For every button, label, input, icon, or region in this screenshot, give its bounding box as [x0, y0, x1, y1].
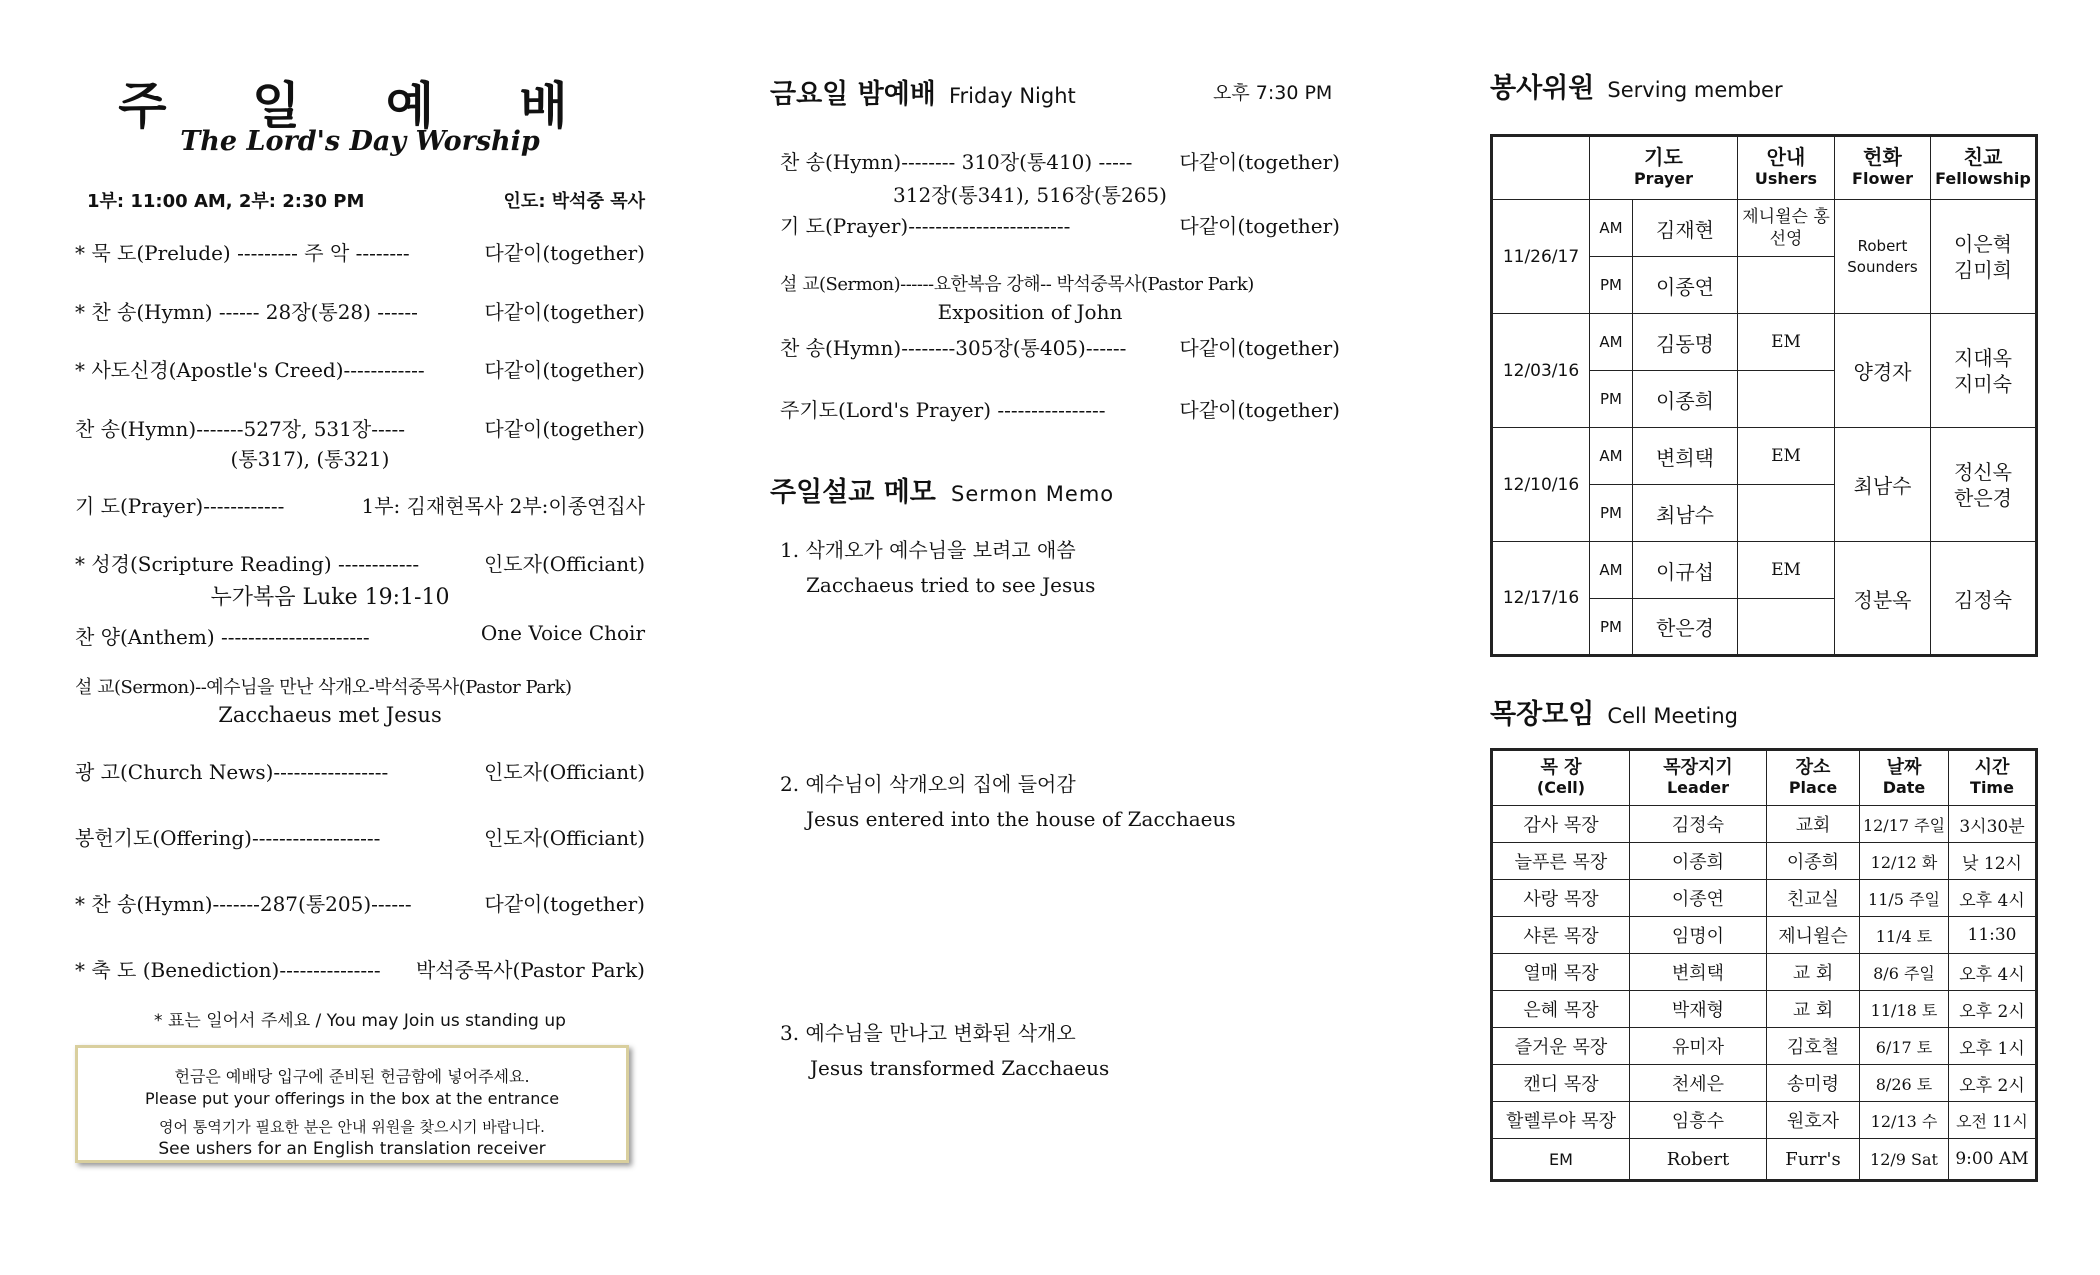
- order-item-news: [75, 756, 645, 785]
- order-item-officiant: 다같이(together): [484, 241, 645, 265]
- header-en: Leader: [1666, 778, 1730, 797]
- order-item-text: 312장(통341), 516장(통265): [893, 183, 1167, 207]
- memo-point-en: Jesus entered into the house of Zacchaeus: [806, 807, 1236, 831]
- service-leader: 인도: 박석중 목사: [503, 191, 645, 212]
- scripture-reference: [45, 580, 615, 611]
- memo-title-en: Sermon Memo: [951, 482, 1115, 506]
- pm-label: PM: [1590, 257, 1633, 314]
- order-item-text: Exposition of John: [937, 300, 1123, 324]
- memo-point-ko: 2. 예수님이 삭개오의 집에 들어감: [780, 772, 1076, 796]
- friday-item-hymn-alt: [750, 179, 1310, 208]
- order-item-officiant: One Voice Choir: [480, 621, 645, 645]
- order-item-text: * 성경(Scripture Reading) ------------: [75, 552, 420, 576]
- order-item-officiant: 인도자(Officiant): [483, 552, 645, 576]
- cell-date: 12/13 수: [1860, 1102, 1949, 1139]
- pm-label: PM: [1590, 599, 1633, 656]
- am-label: AM: [1590, 200, 1633, 257]
- usher-cell: [1738, 371, 1835, 428]
- flower-cell: Robert Sounders: [1835, 200, 1931, 314]
- table-row: [1492, 806, 2037, 843]
- table-row: [1492, 542, 2037, 599]
- cell-name: 열매 목장: [1492, 954, 1630, 991]
- memo-point-1: [780, 534, 1095, 597]
- order-item-officiant: 다같이(together): [1179, 150, 1340, 174]
- cell-place: 송미령: [1767, 1065, 1860, 1102]
- am-label: AM: [1590, 542, 1633, 599]
- header-leader: [1630, 750, 1767, 806]
- cell-title-en: Cell Meeting: [1607, 704, 1739, 728]
- header-ko: 목 장: [1540, 757, 1582, 778]
- flower-cell: 최남수: [1835, 428, 1931, 542]
- fellowship-cell: 이은혁 김미희: [1931, 200, 2037, 314]
- order-item-anthem: [75, 621, 645, 650]
- table-row: [1492, 314, 2037, 371]
- cell-time: 11:30: [1949, 917, 2037, 954]
- cell-header: [1490, 692, 1738, 731]
- cell-place: 교회: [1767, 806, 1860, 843]
- cell-leader: 임명이: [1630, 917, 1767, 954]
- header-en: Date: [1882, 778, 1926, 797]
- cell-name: 캔디 목장: [1492, 1065, 1630, 1102]
- prayer-cell: 이종연: [1633, 257, 1738, 314]
- order-item-officiant: 다같이(together): [484, 417, 645, 441]
- order-item-text: * 사도신경(Apostle's Creed)------------: [75, 358, 425, 382]
- header-prayer: [1590, 136, 1738, 200]
- cell-name: EM: [1492, 1139, 1630, 1181]
- friday-item-prayer: [780, 210, 1340, 239]
- usher-cell: [1738, 599, 1835, 656]
- header-en: Prayer: [1633, 169, 1694, 188]
- table-row: [1492, 1139, 2037, 1181]
- cell-date: 8/26 토: [1860, 1065, 1949, 1102]
- cell-place: 친교실: [1767, 880, 1860, 917]
- order-item-creed: [75, 354, 645, 383]
- table-row: [1492, 1028, 2037, 1065]
- friday-item-hymn-2: [780, 332, 1340, 361]
- header-fellowship: [1931, 136, 2037, 200]
- cell-header-row: [1492, 750, 2037, 806]
- am-label: AM: [1590, 428, 1633, 485]
- usher-cell: EM: [1738, 314, 1835, 371]
- prayer-cell: 변희택: [1633, 428, 1738, 485]
- offering-notice-en: Please put your offerings in the box at the entrance: [144, 1089, 560, 1108]
- translation-notice-en: See ushers for an English translation receiver: [158, 1139, 546, 1159]
- order-item-text: 기 도(Prayer)------------------------: [780, 214, 1071, 238]
- service-times: 1부: 11:00 AM, 2부: 2:30 PM: [87, 191, 365, 212]
- week-date: 11/26/17: [1492, 200, 1590, 314]
- table-row: [1492, 1065, 2037, 1102]
- cell-name: 사랑 목장: [1492, 880, 1630, 917]
- header-ko: 시간: [1974, 757, 2010, 778]
- fellowship-cell: 김정숙: [1931, 542, 2037, 656]
- prayer-cell: 이종희: [1633, 371, 1738, 428]
- cell-place: 교 회: [1767, 991, 1860, 1028]
- empty-header-cell: [1492, 136, 1590, 200]
- am-label: AM: [1590, 314, 1633, 371]
- worship-title: 주 일 예 배: [118, 77, 602, 135]
- header-en: Time: [1970, 778, 2014, 797]
- order-item-text: * 축 도 (Benediction)---------------: [75, 958, 381, 982]
- memo-point-3: [780, 1017, 1109, 1080]
- cell-leader: 이종희: [1630, 843, 1767, 880]
- memo-point-2: [780, 768, 1236, 831]
- order-item-text: 봉헌기도(Offering)-------------------: [75, 826, 381, 850]
- worship-subtitle: The Lord's Day Worship: [180, 126, 540, 157]
- friday-title-ko: 금요일 밤예배: [770, 79, 936, 110]
- prayer-cell: 최남수: [1633, 485, 1738, 542]
- order-item-text: * 묵 도(Prelude) --------- 주 악 --------: [75, 241, 410, 265]
- cell-time: 오후 2시: [1949, 991, 2037, 1028]
- cell-time: 오전 11시: [1949, 1102, 2037, 1139]
- cell-name: 샤론 목장: [1492, 917, 1630, 954]
- fellowship-cell: 지대옥 지미숙: [1931, 314, 2037, 428]
- header-ko: 장소: [1795, 757, 1831, 778]
- table-row: [1492, 991, 2037, 1028]
- cell-leader: 변희택: [1630, 954, 1767, 991]
- table-row: [1492, 428, 2037, 485]
- cell-name: 할렐루야 목장: [1492, 1102, 1630, 1139]
- header-ko: 날짜: [1886, 757, 1922, 778]
- order-item-scripture: [75, 548, 645, 577]
- order-item-prayer: [75, 490, 645, 519]
- header-en: Fellowship: [1935, 169, 2031, 188]
- memo-point-en: Zacchaeus tried to see Jesus: [806, 573, 1096, 597]
- order-item-officiant: 다같이(together): [484, 300, 645, 324]
- sermon-title-en: [45, 703, 615, 727]
- week-date: 12/10/16: [1492, 428, 1590, 542]
- order-item-text: 찬 송(Hymn)--------305장(통405)------: [780, 336, 1127, 360]
- header-ko: 기도: [1644, 145, 1683, 169]
- cell-time: 오후 2시: [1949, 1065, 2037, 1102]
- cell-date: 12/17 주일: [1860, 806, 1949, 843]
- pm-label: PM: [1590, 371, 1633, 428]
- flower-cell: 정분옥: [1835, 542, 1931, 656]
- order-item-text: 찬 양(Anthem) ----------------------: [75, 625, 370, 649]
- serving-table: [1490, 134, 2038, 657]
- order-item-officiant: 인도자(Officiant): [483, 760, 645, 784]
- week-date: 12/03/16: [1492, 314, 1590, 428]
- cell-leader: Robert: [1630, 1139, 1767, 1181]
- cell-place: 원호자: [1767, 1102, 1860, 1139]
- cell-leader: 이종연: [1630, 880, 1767, 917]
- order-item-text: 찬 송(Hymn)-------527장, 531장-----: [75, 417, 405, 441]
- cell-leader: 임흥수: [1630, 1102, 1767, 1139]
- memo-title-ko: 주일설교 메모: [770, 477, 936, 508]
- order-item-text: (통317), (통321): [230, 447, 390, 471]
- order-item-text: 설 교(Sermon)--예수님을 만난 삭개오-박석중목사(Pastor Park): [75, 677, 572, 698]
- order-item-prelude: [75, 237, 645, 266]
- table-row: [1492, 954, 2037, 991]
- memo-point-ko: 3. 예수님을 만나고 변화된 삭개오: [780, 1021, 1076, 1045]
- prayer-cell: 이규섭: [1633, 542, 1738, 599]
- memo-point-ko: 1. 삭개오가 예수님을 보려고 애씀: [780, 538, 1076, 562]
- cell-place: Furr's: [1767, 1139, 1860, 1181]
- friday-title-en: Friday Night: [949, 84, 1076, 108]
- pm-label: PM: [1590, 485, 1633, 542]
- friday-time: 오후 7:30 PM: [1213, 82, 1333, 104]
- cell-time: 3시30분: [1949, 806, 2037, 843]
- week-date: 12/17/16: [1492, 542, 1590, 656]
- order-item-text: 기 도(Prayer)------------: [75, 494, 285, 518]
- order-item-officiant: 다같이(together): [484, 358, 645, 382]
- serving-title-ko: 봉사위원: [1490, 73, 1595, 104]
- cell-time: 9:00 AM: [1949, 1139, 2037, 1181]
- serving-header-row: [1492, 136, 2037, 200]
- prayer-cell: 김재현: [1633, 200, 1738, 257]
- order-item-text: 찬 송(Hymn)-------- 310장(통410) -----: [780, 150, 1133, 174]
- cell-date: 11/5 주일: [1860, 880, 1949, 917]
- header-flower: [1835, 136, 1931, 200]
- cell-place: 제니윌슨: [1767, 917, 1860, 954]
- friday-item-hymn-1: [780, 146, 1340, 175]
- usher-cell: 제니윌슨 홍선영: [1738, 200, 1835, 257]
- cell-date: 8/6 주일: [1860, 954, 1949, 991]
- cell-name: 늘푸른 목장: [1492, 843, 1630, 880]
- friday-item-sermon: [780, 270, 1340, 296]
- order-item-benediction: [75, 954, 645, 983]
- cell-table: [1490, 748, 2038, 1182]
- cell-time: 오후 1시: [1949, 1028, 2037, 1065]
- order-item-text: 설 교(Sermon)------요한복음 강해-- 박석중목사(Pastor Park): [780, 274, 1254, 295]
- cell-date: 12/9 Sat: [1860, 1139, 1949, 1181]
- usher-cell: EM: [1738, 542, 1835, 599]
- order-item-text: * 찬 송(Hymn)-------287(통205)------: [75, 892, 412, 916]
- usher-cell: [1738, 257, 1835, 314]
- translation-notice-ko: 영어 통역기가 필요한 분은 안내 위원을 찾으시기 바랍니다.: [159, 1118, 545, 1136]
- offering-notice-ko: 헌금은 예배당 입구에 준비된 헌금함에 넣어주세요.: [174, 1067, 530, 1086]
- header-ko: 안내: [1766, 145, 1806, 169]
- header-date: [1860, 750, 1949, 806]
- cell-leader: 박재형: [1630, 991, 1767, 1028]
- order-item-officiant: 다같이(together): [1179, 336, 1340, 360]
- header-time: [1949, 750, 2037, 806]
- cell-place: 김호철: [1767, 1028, 1860, 1065]
- header-ko: 헌화: [1863, 145, 1902, 169]
- header-en: (Cell): [1536, 778, 1586, 797]
- cell-leader: 김정숙: [1630, 806, 1767, 843]
- order-item-hymn-1: [75, 296, 645, 325]
- order-item-officiant: 1부: 김재현목사 2부:이종연집사: [361, 494, 645, 518]
- order-item-officiant: 인도자(Officiant): [483, 826, 645, 850]
- order-item-text: Zacchaeus met Jesus: [218, 703, 442, 727]
- cell-place: 교 회: [1767, 954, 1860, 991]
- prayer-cell: 한은경: [1633, 599, 1738, 656]
- prayer-cell: 김동명: [1633, 314, 1738, 371]
- friday-sermon-subtitle: [750, 300, 1310, 324]
- cell-name: 은혜 목장: [1492, 991, 1630, 1028]
- header-en: Flower: [1852, 169, 1913, 188]
- header-ko: 목장지기: [1663, 757, 1733, 778]
- cell-name: 즐거운 목장: [1492, 1028, 1630, 1065]
- cell-title-ko: 목장모임: [1490, 699, 1595, 730]
- cell-leader: 천세은: [1630, 1065, 1767, 1102]
- cell-place: 이종희: [1767, 843, 1860, 880]
- header-ko: 친교: [1963, 145, 2003, 169]
- order-item-text: * 찬 송(Hymn) ------ 28장(통28) ------: [75, 300, 418, 324]
- order-item-sermon: [75, 673, 645, 699]
- order-item-text: 누가복음 Luke 19:1-10: [210, 585, 450, 610]
- cell-leader: 유미자: [1630, 1028, 1767, 1065]
- cell-date: 12/12 화: [1860, 843, 1949, 880]
- cell-time: 낮 12시: [1949, 843, 2037, 880]
- table-row: [1492, 1102, 2037, 1139]
- serving-header: [1490, 66, 1783, 105]
- standing-note: * 표는 일어서 주세요 / You may Join us standing up: [154, 1011, 566, 1031]
- memo-header: [770, 470, 1114, 509]
- header-ushers: [1738, 136, 1835, 200]
- cell-date: 11/18 토: [1860, 991, 1949, 1028]
- order-item-officiant: 다같이(together): [484, 892, 645, 916]
- cell-date: 11/4 토: [1860, 917, 1949, 954]
- memo-point-en: Jesus transformed Zacchaeus: [810, 1056, 1110, 1080]
- order-item-hymn-2-alt: [25, 443, 595, 472]
- order-item-officiant: 박석중목사(Pastor Park): [415, 958, 645, 982]
- order-item-hymn-2: [75, 413, 645, 442]
- cell-name: 감사 목장: [1492, 806, 1630, 843]
- header-en: Place: [1788, 778, 1838, 797]
- header-place: [1767, 750, 1860, 806]
- order-item-text: 광 고(Church News)-----------------: [75, 760, 389, 784]
- order-item-offering: [75, 822, 645, 851]
- cell-date: 6/17 토: [1860, 1028, 1949, 1065]
- serving-title-en: Serving member: [1607, 78, 1783, 102]
- service-times-row: [87, 187, 645, 213]
- order-item-hymn-3: [75, 888, 645, 917]
- friday-item-lords-prayer: [780, 394, 1340, 423]
- table-row: [1492, 200, 2037, 257]
- order-item-officiant: 다같이(together): [1179, 398, 1340, 422]
- header-en: Ushers: [1754, 169, 1818, 188]
- fellowship-cell: 정신옥 한은경: [1931, 428, 2037, 542]
- table-row: [1492, 880, 2037, 917]
- offering-notice-box: [75, 1045, 629, 1163]
- cell-time: 오후 4시: [1949, 880, 2037, 917]
- friday-header: [770, 72, 1340, 111]
- usher-cell: [1738, 485, 1835, 542]
- order-item-officiant: 다같이(together): [1179, 214, 1340, 238]
- usher-cell: EM: [1738, 428, 1835, 485]
- table-row: [1492, 843, 2037, 880]
- cell-time: 오후 4시: [1949, 954, 2037, 991]
- order-item-text: 주기도(Lord's Prayer) ----------------: [780, 398, 1106, 422]
- flower-cell: 양경자: [1835, 314, 1931, 428]
- header-cell: [1492, 750, 1630, 806]
- table-row: [1492, 917, 2037, 954]
